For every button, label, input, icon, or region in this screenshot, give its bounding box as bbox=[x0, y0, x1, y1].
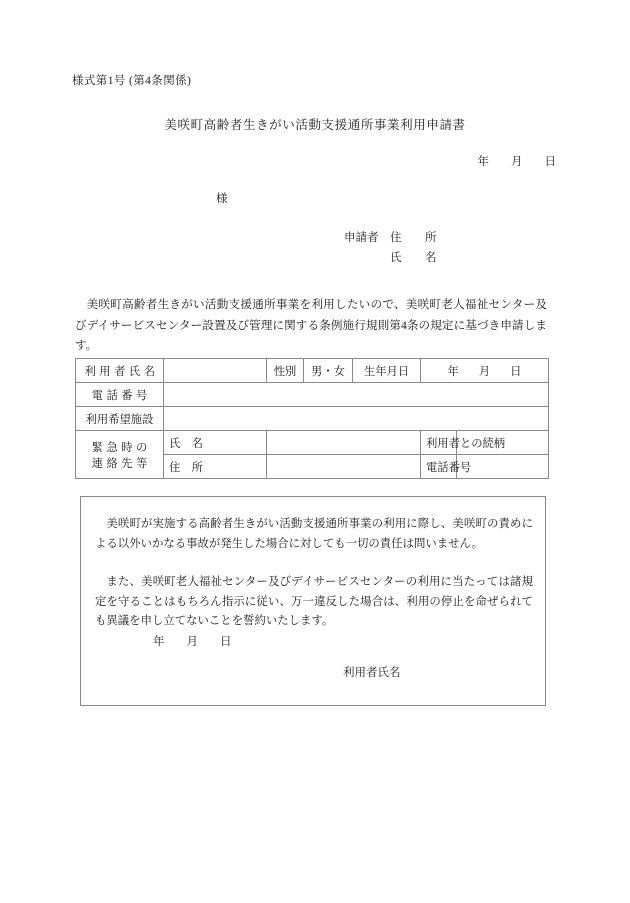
field-facility[interactable] bbox=[164, 407, 549, 431]
applicant-name-label: 氏 名 bbox=[390, 252, 443, 264]
cell-label-facility: 利用希望施設 bbox=[76, 407, 164, 431]
field-emergency-name[interactable] bbox=[267, 431, 421, 455]
pledge-day-label: 日 bbox=[220, 636, 232, 648]
cell-label-user-name: 利用者氏名 bbox=[76, 359, 164, 383]
applicant-heading: 申請者 bbox=[344, 232, 379, 244]
date-day-label: 日 bbox=[544, 156, 556, 168]
applicant-name-row bbox=[344, 248, 443, 268]
date-month-label: 月 bbox=[511, 156, 523, 168]
field-user-name[interactable] bbox=[164, 359, 267, 383]
field-phone[interactable] bbox=[164, 383, 549, 407]
table-row-user-name bbox=[76, 359, 549, 383]
applicant-address-row bbox=[344, 228, 443, 248]
pledge-signature-label: 利用者氏名 bbox=[343, 667, 401, 679]
field-emergency-address[interactable] bbox=[267, 455, 421, 479]
cell-label-gender: 性別 bbox=[267, 359, 304, 383]
applicant-block bbox=[344, 228, 443, 268]
cell-label-emergency-name: 氏 名 bbox=[164, 431, 267, 455]
page-title: 美咲町高齢者生きがい活動支援通所事業利用申請書 bbox=[164, 118, 466, 132]
cell-label-relation: 利用者との続柄 bbox=[421, 431, 457, 455]
pledge-paragraph-1: 美咲町が実施する高齢者生きがい活動支援通所事業の利用に際し、美咲町の責めによる以外いかなる事故が発生した場合に対しても一切の責任は問いません。 bbox=[95, 518, 533, 550]
cell-label-emergency-contact: 緊急時の 連絡先等 bbox=[76, 431, 164, 479]
birth-day-label: 日 bbox=[510, 365, 522, 378]
table-row-facility bbox=[76, 407, 549, 431]
application-table bbox=[75, 358, 549, 479]
addressee-line: 様 bbox=[216, 193, 228, 205]
birth-year-label: 年 bbox=[447, 365, 459, 378]
cell-label-birthdate: 生年月日 bbox=[353, 359, 421, 383]
field-gender-options[interactable]: 男・女 bbox=[304, 359, 353, 383]
cell-label-phone: 電話番号 bbox=[76, 383, 164, 407]
table-row-phone bbox=[76, 383, 549, 407]
table-row-emergency-name bbox=[76, 431, 549, 455]
pledge-date-line bbox=[153, 633, 232, 649]
document-date-line bbox=[0, 153, 556, 169]
cell-label-emergency-address: 住 所 bbox=[164, 455, 267, 479]
pledge-paragraph-2: また、美咲町老人福祉センター及びデイサービスセンターの利用に当たっては諸規定を守ることはもちろん指示に従い、万一違反した場合は、利用の停止を命ぜられても異議を申し立てないことを誓約いたします。 bbox=[95, 576, 533, 627]
form-number: 様式第1号 (第4条関係) bbox=[72, 75, 192, 87]
body-paragraph: 美咲町高齢者生きがい活動支援通所事業を利用したいので、美咲町老人福祉センター及びデイサービスセンター設置及び管理に関する条例施行規則第4条の規定に基づき申請します。 bbox=[75, 298, 547, 352]
pledge-box bbox=[80, 496, 546, 706]
birth-month-label: 月 bbox=[478, 365, 491, 378]
date-year-label: 年 bbox=[477, 156, 489, 168]
field-birthdate[interactable] bbox=[421, 359, 549, 383]
pledge-year-label: 年 bbox=[153, 636, 165, 648]
pledge-month-label: 月 bbox=[186, 636, 198, 648]
cell-label-emergency-phone: 電話番号 bbox=[421, 455, 457, 479]
applicant-address-label: 住 所 bbox=[390, 232, 443, 244]
